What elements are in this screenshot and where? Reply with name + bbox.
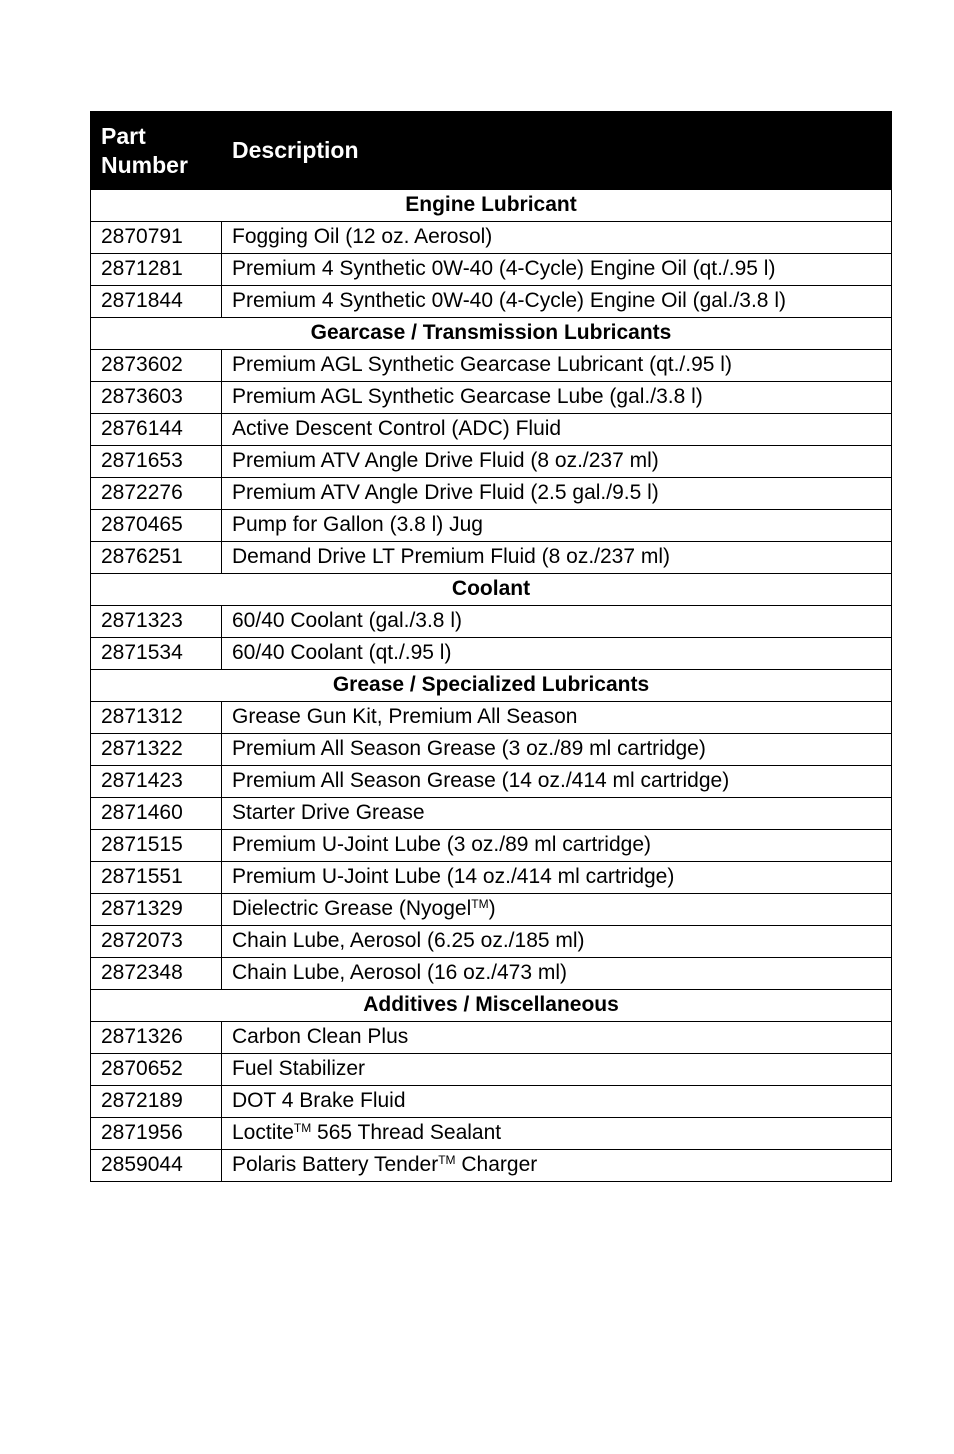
- section-row: [91, 574, 892, 606]
- part-number-cell: 2871322: [91, 734, 222, 766]
- description-cell: Premium ATV Angle Drive Fluid (8 oz./237 ml): [222, 446, 892, 478]
- table-row: [91, 542, 892, 574]
- description-cell: Premium 4 Synthetic 0W-40 (4-Cycle) Engine Oil (gal./3.8 l): [222, 286, 892, 318]
- section-row: [91, 670, 892, 702]
- table-row: [91, 1086, 892, 1118]
- table-row: [91, 1022, 892, 1054]
- table-row: [91, 638, 892, 670]
- table-row: [91, 254, 892, 286]
- table-row: [91, 606, 892, 638]
- table-row: [91, 350, 892, 382]
- section-title: Coolant: [91, 574, 892, 606]
- part-number-cell: 2871312: [91, 702, 222, 734]
- table-row: [91, 222, 892, 254]
- section-title: Grease / Specialized Lubricants: [91, 670, 892, 702]
- part-number-cell: 2870652: [91, 1054, 222, 1086]
- description-cell: Chain Lube, Aerosol (6.25 oz./185 ml): [222, 926, 892, 958]
- header-description-label: Description: [232, 137, 359, 163]
- header-row: [91, 112, 892, 190]
- part-number-cell: 2870791: [91, 222, 222, 254]
- description-cell: Loctite™ 565 Thread Sealant: [222, 1118, 892, 1150]
- table-header: [91, 112, 892, 190]
- part-number-cell: 2871423: [91, 766, 222, 798]
- description-cell: Dielectric Grease (Nyogel™): [222, 894, 892, 926]
- part-number-cell: 2876251: [91, 542, 222, 574]
- section-row: [91, 318, 892, 350]
- section-title: Additives / Miscellaneous: [91, 990, 892, 1022]
- part-number-cell: 2876144: [91, 414, 222, 446]
- part-number-cell: 2872189: [91, 1086, 222, 1118]
- table-row: [91, 1054, 892, 1086]
- description-cell: Fogging Oil (12 oz. Aerosol): [222, 222, 892, 254]
- description-cell: Fuel Stabilizer: [222, 1054, 892, 1086]
- trademark-mark: TM: [293, 1121, 312, 1135]
- table-row: [91, 702, 892, 734]
- table-row: [91, 830, 892, 862]
- part-number-cell: 2872348: [91, 958, 222, 990]
- trademark-mark: TM: [471, 897, 489, 911]
- part-number-cell: 2871534: [91, 638, 222, 670]
- table-row: [91, 862, 892, 894]
- header-description: [222, 112, 892, 190]
- part-number-cell: 2871460: [91, 798, 222, 830]
- table-row: [91, 926, 892, 958]
- section-title: Engine Lubricant: [91, 190, 892, 222]
- description-cell: 60/40 Coolant (gal./3.8 l): [222, 606, 892, 638]
- part-number-cell: 2871844: [91, 286, 222, 318]
- table-row: [91, 1150, 892, 1182]
- description-cell: Premium 4 Synthetic 0W-40 (4-Cycle) Engine Oil (qt./.95 l): [222, 254, 892, 286]
- header-part-number-label: Part Number: [101, 122, 188, 178]
- description-cell: Starter Drive Grease: [222, 798, 892, 830]
- description-cell: Premium All Season Grease (14 oz./414 ml cartridge): [222, 766, 892, 798]
- table-row: [91, 510, 892, 542]
- description-cell: Premium U-Joint Lube (14 oz./414 ml cartridge): [222, 862, 892, 894]
- section-title: Gearcase / Transmission Lubricants: [91, 318, 892, 350]
- part-number-cell: 2859044: [91, 1150, 222, 1182]
- trademark-mark: TM: [438, 1153, 456, 1167]
- part-number-cell: 2871323: [91, 606, 222, 638]
- description-cell: Premium AGL Synthetic Gearcase Lubricant (qt./.95 l): [222, 350, 892, 382]
- table-row: [91, 798, 892, 830]
- description-cell: Premium AGL Synthetic Gearcase Lube (gal./3.8 l): [222, 382, 892, 414]
- description-cell: Active Descent Control (ADC) Fluid: [222, 414, 892, 446]
- part-number-cell: 2872276: [91, 478, 222, 510]
- description-cell: 60/40 Coolant (qt./.95 l): [222, 638, 892, 670]
- description-cell: Carbon Clean Plus: [222, 1022, 892, 1054]
- table-row: [91, 478, 892, 510]
- part-number-cell: 2870465: [91, 510, 222, 542]
- table-row: [91, 446, 892, 478]
- table-row: [91, 414, 892, 446]
- part-number-cell: 2871329: [91, 894, 222, 926]
- description-cell: Pump for Gallon (3.8 l) Jug: [222, 510, 892, 542]
- part-number-cell: 2871551: [91, 862, 222, 894]
- table-row: [91, 382, 892, 414]
- description-cell: Polaris Battery Tender™ Charger: [222, 1150, 892, 1182]
- table-body: [91, 190, 892, 1182]
- header-part-number: [91, 112, 222, 190]
- description-cell: Premium U-Joint Lube (3 oz./89 ml cartridge): [222, 830, 892, 862]
- part-number-cell: 2873603: [91, 382, 222, 414]
- part-number-cell: 2871653: [91, 446, 222, 478]
- table-row: [91, 894, 892, 926]
- part-number-cell: 2873602: [91, 350, 222, 382]
- part-number-cell: 2871956: [91, 1118, 222, 1150]
- table-row: [91, 958, 892, 990]
- description-cell: Chain Lube, Aerosol (16 oz./473 ml): [222, 958, 892, 990]
- table-row: [91, 1118, 892, 1150]
- description-cell: Demand Drive LT Premium Fluid (8 oz./237 ml): [222, 542, 892, 574]
- description-cell: Premium All Season Grease (3 oz./89 ml cartridge): [222, 734, 892, 766]
- parts-table: [90, 111, 892, 1182]
- part-number-cell: 2871281: [91, 254, 222, 286]
- description-cell: DOT 4 Brake Fluid: [222, 1086, 892, 1118]
- description-cell: Grease Gun Kit, Premium All Season: [222, 702, 892, 734]
- part-number-cell: 2872073: [91, 926, 222, 958]
- description-cell: Premium ATV Angle Drive Fluid (2.5 gal./9.5 l): [222, 478, 892, 510]
- table-row: [91, 734, 892, 766]
- section-row: [91, 990, 892, 1022]
- table-row: [91, 286, 892, 318]
- part-number-cell: 2871515: [91, 830, 222, 862]
- table-row: [91, 766, 892, 798]
- section-row: [91, 190, 892, 222]
- part-number-cell: 2871326: [91, 1022, 222, 1054]
